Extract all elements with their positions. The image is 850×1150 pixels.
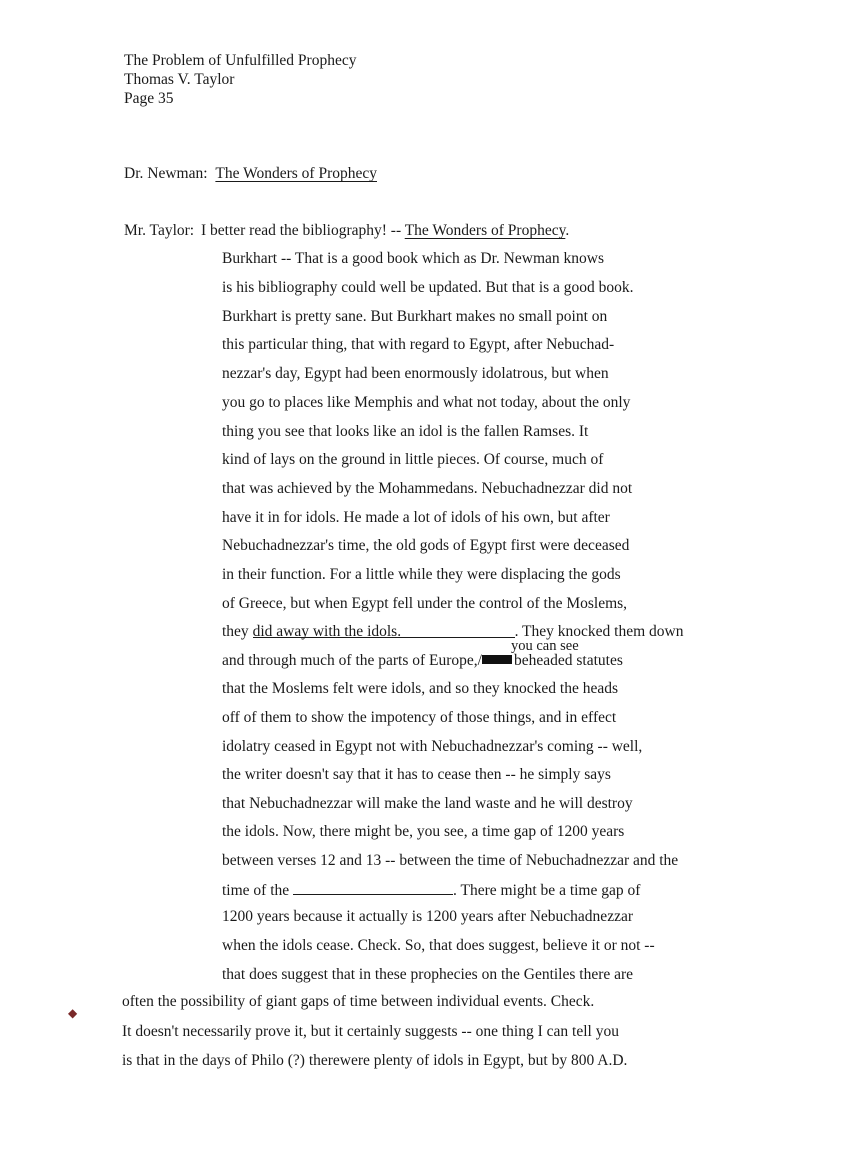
handwritten-insertion: you can see <box>511 638 579 654</box>
body-line-with-blank <box>222 880 640 900</box>
body-line: you go to places like Memphis and what not today, about the only <box>222 394 631 411</box>
body-line-pre: time of the <box>222 882 290 899</box>
body-line: kind of lays on the ground in little pieces. Of course, much of <box>222 451 604 468</box>
body-line: that does suggest that in these prophecies on the Gentiles there are <box>222 966 634 983</box>
body-line: have it in for idols. He made a lot of idols of his own, but after <box>222 509 610 526</box>
body-line: that was achieved by the Mohammedans. Nebuchadnezzar did not <box>222 480 633 497</box>
speaker-taylor: Mr. Taylor: <box>124 222 195 239</box>
margin-mark: ◆ <box>68 1006 78 1020</box>
redaction-mark <box>482 655 512 664</box>
taylor-book-title: The Wonders of Prophecy <box>404 222 566 239</box>
body-line: Nebuchadnezzar's time, the old gods of Egypt first were deceased <box>222 537 630 554</box>
body-line: Burkhart -- That is a good book which as Dr. Newman knows <box>222 250 604 267</box>
body-line: is that in the days of Philo (?) therewere plenty of idols in Egypt, but by 800 A.D. <box>122 1052 628 1069</box>
body-line: the writer doesn't say that it has to cease then -- he simply says <box>222 766 611 783</box>
newman-line <box>124 165 377 183</box>
body-line-post: beheaded statutes <box>514 652 623 669</box>
body-line-post: . There might be a time gap of <box>453 882 641 899</box>
body-line-post: . They knocked them down <box>514 623 684 640</box>
body-line: 1200 years because it actually is 1200 years after Nebuchadnezzar <box>222 908 633 925</box>
body-line: that the Moslems felt were idols, and so they knocked the heads <box>222 680 619 697</box>
body-line: Burkhart is pretty sane. But Burkhart makes no small point on <box>222 308 608 325</box>
body-line: It doesn't necessarily prove it, but it certainly suggests -- one thing I can tell you <box>122 1023 619 1040</box>
document-author: Thomas V. Taylor <box>124 71 235 88</box>
body-line: the idols. Now, there might be, you see, a time gap of 1200 years <box>222 823 625 840</box>
body-line: often the possibility of giant gaps of time between individual events. Check. <box>122 993 595 1010</box>
taylor-line-1-post: . <box>565 222 570 239</box>
body-line-pre: they <box>222 623 249 640</box>
underlined-phrase <box>253 623 515 638</box>
body-line: between verses 12 and 13 -- between the time of Nebuchadnezzar and the <box>222 852 679 869</box>
body-line-with-blank <box>222 623 683 641</box>
body-line: is his bibliography could well be updated. But that is a good book. <box>222 279 634 296</box>
body-line: idolatry ceased in Egypt not with Nebuchadnezzar's coming -- well, <box>222 738 643 755</box>
body-line: of Greece, but when Egypt fell under the control of the Moslems, <box>222 595 628 612</box>
blank-line <box>293 880 453 895</box>
body-line: nezzar's day, Egypt had been enormously idolatrous, but when <box>222 365 609 382</box>
speaker-newman: Dr. Newman: <box>124 165 208 182</box>
body-line: this particular thing, that with regard to Egypt, after Nebuchad- <box>222 336 615 353</box>
body-line: off of them to show the impotency of those things, and in effect <box>222 709 617 726</box>
taylor-line-1 <box>124 222 569 240</box>
body-line: when the idols cease. Check. So, that does suggest, believe it or not -- <box>222 937 655 954</box>
body-line-pre: and through much of the parts of Europe,/ <box>222 652 482 669</box>
document-title: The Problem of Unfulfilled Prophecy <box>124 52 357 69</box>
underlined-phrase-text: did away with the idols. <box>252 623 402 640</box>
body-line: thing you see that looks like an idol is the fallen Ramses. It <box>222 423 589 440</box>
body-line: that Nebuchadnezzar will make the land waste and he will destroy <box>222 795 633 812</box>
body-line: in their function. For a little while they were displacing the gods <box>222 566 621 583</box>
page-number: Page 35 <box>124 90 174 107</box>
body-line-with-correction <box>222 652 623 670</box>
taylor-line-1-pre: I better read the bibliography! -- <box>200 222 402 239</box>
newman-book-title: The Wonders of Prophecy <box>215 165 377 182</box>
